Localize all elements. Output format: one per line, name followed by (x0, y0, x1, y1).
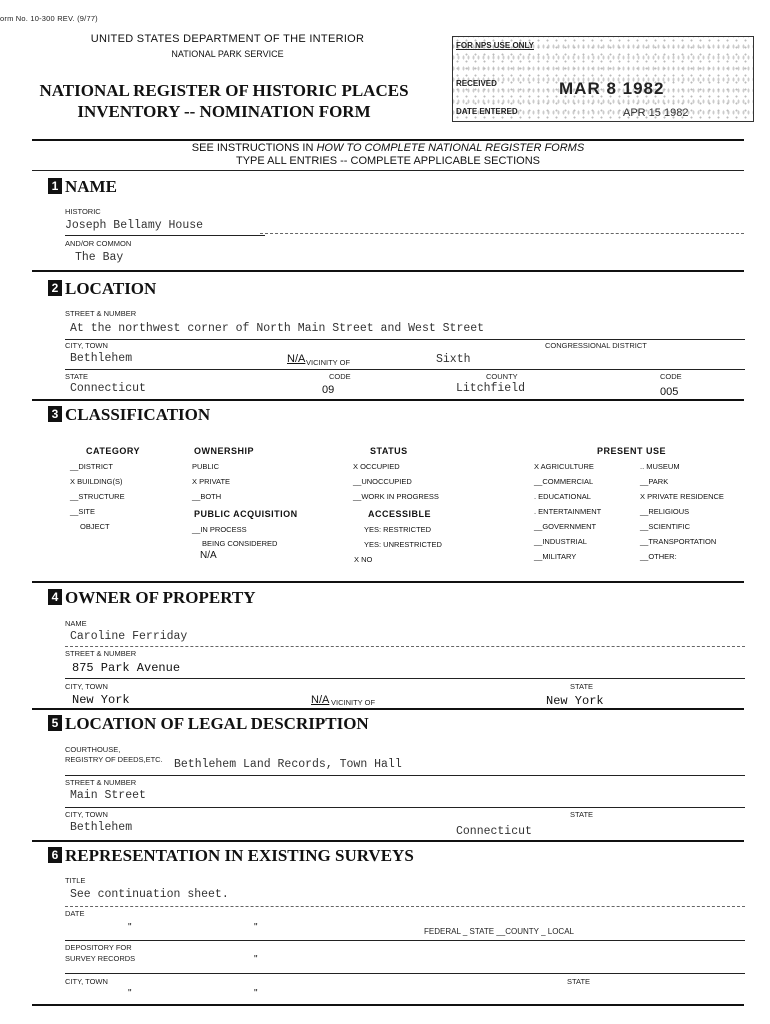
street-value[interactable]: At the northwest corner of North Main Street and West Street (70, 322, 485, 335)
accessible-unrestricted[interactable]: YES: UNRESTRICTED (364, 540, 442, 549)
survey-city-label: CITY, TOWN (65, 977, 108, 986)
section-owner-header: 4 OWNER OF PROPERTY (48, 589, 256, 608)
owner-city-value[interactable]: New York (72, 693, 130, 707)
legal-city-label: CITY, TOWN (65, 810, 108, 819)
county-code-label: CODE (660, 372, 682, 381)
survey-city-ditto2: " (254, 988, 258, 999)
form-title-line2: INVENTORY -- NOMINATION FORM (77, 102, 371, 121)
owner-street-value[interactable]: 875 Park Avenue (72, 661, 181, 675)
depository-label1: DEPOSITORY FOR (65, 943, 132, 952)
nps-use-only-label: FOR NPS USE ONLY (456, 41, 534, 50)
survey-date-ditto1: " (128, 922, 132, 933)
district-value[interactable]: Sixth (436, 353, 471, 366)
city-label: CITY, TOWN (65, 341, 108, 350)
survey-date-ditto2: " (254, 922, 258, 933)
acquisition-head: PUBLIC ACQUISITION (194, 509, 298, 519)
owner-street-label: STREET & NUMBER (65, 649, 137, 658)
depository-ditto: " (254, 954, 258, 965)
acquisition-being-considered[interactable]: BEING CONSIDERED (202, 539, 278, 548)
use-scientific[interactable]: __SCIENTIFIC (640, 522, 691, 531)
category-site[interactable]: __SITE (70, 507, 96, 516)
instructions-line2: TYPE ALL ENTRIES -- COMPLETE APPLICABLE SECTIONS (235, 155, 540, 167)
form-number: orm No. 10-300 REV. (9/77) (0, 14, 98, 23)
survey-state-label: STATE (567, 977, 591, 986)
owner-vicinity-label: VICINITY OF (331, 698, 376, 707)
section-name-header: 1 NAME (48, 178, 117, 197)
owner-name-value[interactable]: Caroline Ferriday (70, 630, 188, 643)
use-industrial[interactable]: __INDUSTRIAL (534, 537, 587, 546)
use-entertainment[interactable]: . ENTERTAINMENT (534, 507, 602, 516)
present-use-col1 (534, 459, 601, 564)
form-title-line1: NATIONAL REGISTER OF HISTORIC PLACES (39, 81, 409, 100)
section-legal-header: 5 LOCATION OF LEGAL DESCRIPTION (48, 715, 369, 734)
depository-label2: SURVEY RECORDS (65, 954, 136, 963)
survey-level-options[interactable]: FEDERAL _ STATE __COUNTY _ LOCAL (424, 927, 574, 936)
status-options (353, 459, 439, 504)
instructions-rule-bottom (32, 170, 744, 171)
instructions-line1: SEE INSTRUCTIONS IN HOW TO COMPLETE NATIONAL REGISTER FORMS (191, 142, 585, 154)
ownership-head: OWNERSHIP (194, 446, 255, 456)
instructions-rule-top (32, 139, 744, 141)
use-transportation[interactable]: __TRANSPORTATION (640, 537, 717, 546)
acquisition-in-process[interactable]: __IN PROCESS (192, 525, 247, 534)
use-educational[interactable]: . EDUCATIONAL (534, 492, 591, 501)
use-park[interactable]: __PARK (640, 477, 669, 486)
survey-title-label: TITLE (65, 876, 86, 885)
legal-street-value[interactable]: Main Street (70, 789, 146, 802)
legal-city-value[interactable]: Bethlehem (70, 821, 133, 834)
courthouse-label: COURTHOUSE, (65, 745, 121, 754)
received-stamp: MAR 8 1982 (559, 79, 665, 98)
status-occupied[interactable]: X OCCUPIED (353, 462, 400, 471)
use-private-residence[interactable]: X PRIVATE RESIDENCE (640, 492, 724, 501)
nps-use-only-box (452, 36, 754, 122)
ownership-both[interactable]: __BOTH (192, 492, 222, 501)
historic-label: HISTORIC (65, 207, 101, 216)
street-label: STREET & NUMBER (65, 309, 137, 318)
city-value[interactable]: Bethlehem (70, 352, 133, 365)
category-head: CATEGORY (86, 446, 141, 456)
acquisition-na: N/A (200, 550, 217, 561)
status-unoccupied[interactable]: __UNOCCUPIED (353, 477, 412, 486)
use-other[interactable]: __OTHER: (640, 552, 677, 561)
status-work-in-progress[interactable]: __WORK IN PROGRESS (353, 492, 439, 501)
courthouse-value[interactable]: Bethlehem Land Records, Town Hall (174, 758, 402, 771)
category-district[interactable]: __DISTRICT (70, 462, 113, 471)
owner-state-label: STATE (570, 682, 594, 691)
state-value[interactable]: Connecticut (70, 382, 146, 395)
section-classification-header: 3 CLASSIFICATION (48, 406, 210, 425)
county-label: COUNTY (486, 372, 518, 381)
survey-city-ditto1: " (128, 988, 132, 999)
section-location-header: 2 LOCATION (48, 280, 156, 299)
use-commercial[interactable]: __COMMERCIAL (534, 477, 594, 486)
survey-date-label: DATE (65, 909, 85, 918)
ownership-private[interactable]: X PRIVATE (192, 477, 231, 486)
accessible-no[interactable]: X NO (354, 555, 373, 564)
category-object[interactable]: OBJECT (80, 522, 110, 531)
use-religious[interactable]: __RELIGIOUS (640, 507, 690, 516)
common-label: AND/OR COMMON (65, 239, 132, 248)
owner-state-value[interactable]: New York (546, 694, 604, 708)
registry-label: REGISTRY OF DEEDS,ETC. (65, 755, 163, 764)
state-code-value: 09 (322, 384, 335, 396)
present-use-head: PRESENT USE (597, 446, 667, 456)
state-code-label: CODE (329, 372, 351, 381)
category-buildings[interactable]: X BUILDING(S) (70, 477, 123, 486)
ownership-options (192, 459, 230, 504)
entered-stamp: APR 15 1982 (623, 107, 689, 119)
owner-vicinity-value: N/A (311, 694, 330, 706)
owner-name-label: NAME (65, 619, 87, 628)
vicinity-label: VICINITY OF (306, 358, 351, 367)
use-military[interactable]: __MILITARY (534, 552, 577, 561)
use-agriculture[interactable]: X AGRICULTURE (534, 462, 594, 471)
acquisition-options (192, 522, 277, 562)
legal-street-label: STREET & NUMBER (65, 778, 137, 787)
category-options (70, 459, 125, 534)
county-code-value: 005 (660, 386, 679, 398)
district-label: CONGRESSIONAL DISTRICT (545, 341, 647, 350)
section-surveys-header: 6 REPRESENTATION IN EXISTING SURVEYS (48, 847, 414, 866)
historic-value[interactable]: Joseph Bellamy House (65, 219, 204, 232)
status-head: STATUS (370, 446, 408, 456)
use-government[interactable]: __GOVERNMENT (534, 522, 597, 531)
category-structure[interactable]: __STRUCTURE (70, 492, 125, 501)
service-name: NATIONAL PARK SERVICE (171, 49, 284, 59)
accessible-head: ACCESSIBLE (368, 509, 432, 519)
accessible-restricted[interactable]: YES: RESTRICTED (364, 525, 432, 534)
county-value[interactable]: Litchfield (456, 382, 526, 395)
legal-state-label: STATE (570, 810, 594, 819)
common-value[interactable]: The Bay (75, 251, 124, 264)
received-label: RECEIVED (456, 79, 497, 88)
ownership-public[interactable]: PUBLIC (192, 462, 220, 471)
legal-state-value[interactable]: Connecticut (456, 825, 532, 838)
accessible-options (354, 522, 442, 567)
owner-city-label: CITY, TOWN (65, 682, 108, 691)
survey-title-value[interactable]: See continuation sheet. (70, 888, 229, 901)
department-name: UNITED STATES DEPARTMENT OF THE INTERIOR (90, 33, 365, 45)
date-entered-label: DATE ENTERED (456, 107, 518, 116)
present-use-col2 (640, 459, 724, 564)
state-label: STATE (65, 372, 89, 381)
vicinity-value: N/A (287, 353, 306, 365)
use-museum[interactable]: .. MUSEUM (640, 462, 680, 471)
